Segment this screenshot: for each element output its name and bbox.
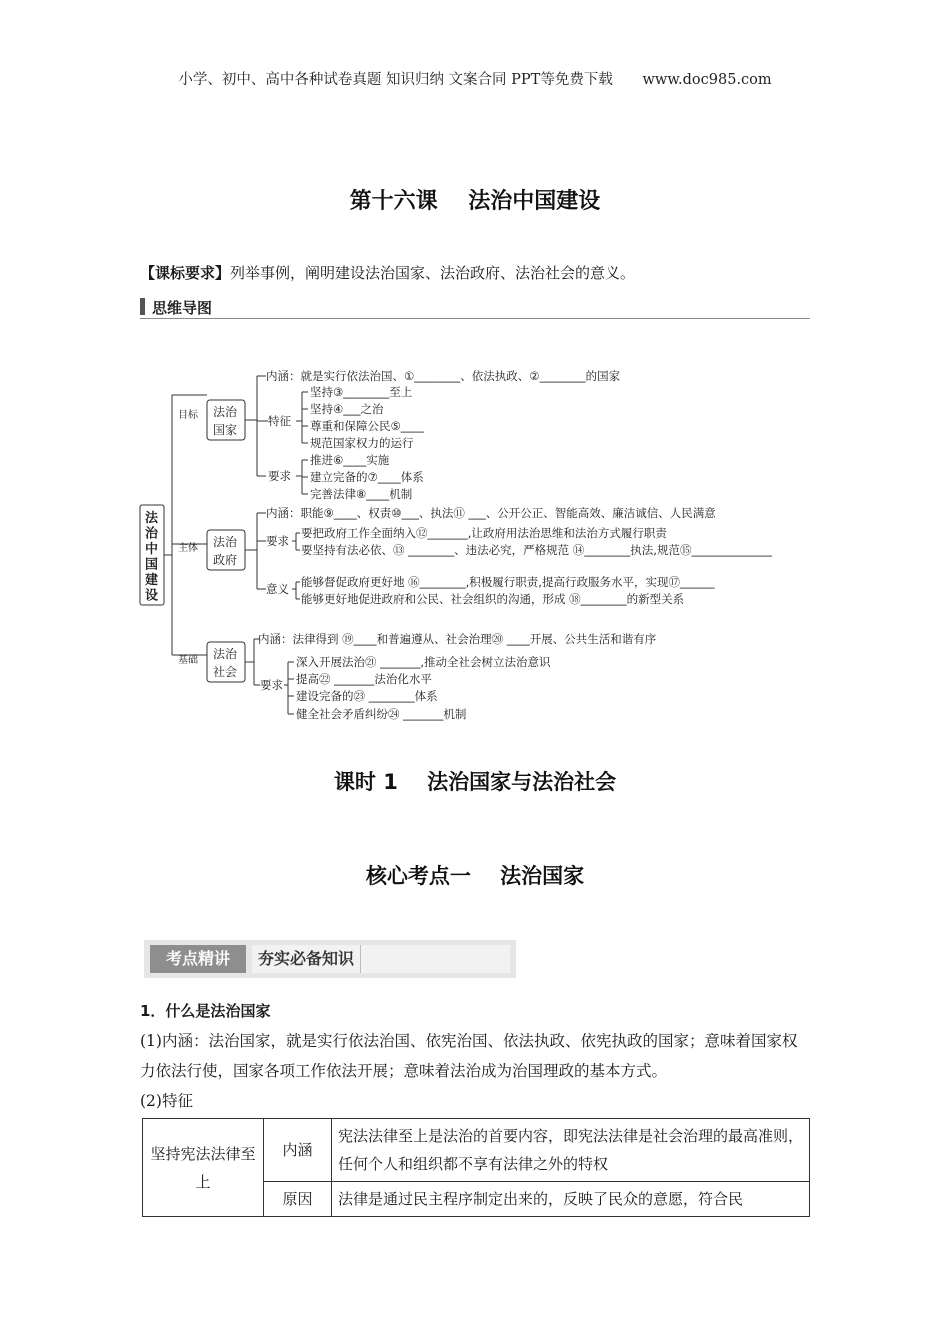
society-box-l1: 法治 [213,647,238,661]
label-goal: 目标 [178,410,198,421]
state-lines [245,376,268,476]
table-category: 坚持宪法法律至上 [143,1119,264,1217]
feature-table [142,1118,810,1217]
state-feature-brace [296,392,308,443]
state-require-label: 要求 [268,469,291,483]
state-feature-2: 坚持④___之治 [310,402,384,416]
section-heading: 1．什么是法治国家 [140,1002,271,1020]
root-char-2: 治 [145,526,159,542]
table-row-text: 宪法法律至上是法治的首要内容，即宪法法律是社会治理的最高准则，任何个人和组织都不享有法律之外的特权 [332,1119,810,1182]
header-url[interactable]: www.doc985.com [642,72,772,88]
gov-meaning-label: 意义 [266,582,289,596]
label-basis: 基础 [178,655,198,666]
state-require-1: 推进⑥____实施 [310,453,390,467]
society-require-4: 健全社会矛盾纠纷㉔ _______机制 [296,707,467,721]
root-char-6: 设 [145,588,159,604]
root-char-3: 中 [145,542,159,557]
gov-require-1: 要把政府工作全面纳入⑫_______,让政府用法治思维和法治方式履行职责 [301,526,667,540]
class-title: 课时 1 法治国家与法治社会 [333,770,617,794]
root-branches [164,395,207,655]
lesson-title: 第十六课 法治中国建设 [349,189,601,214]
gov-connotation: 内涵：职能⑨____、权责⑩___、执法⑪ ___、公开公正、智能高效、廉洁诚信、人民满意 [266,506,716,520]
society-connotation: 内涵：法律得到 ⑲____和普遍遵从、社会治理⑳ ____开展、公共生活和谐有序 [258,632,657,646]
table-row-text: 法律是通过民主程序制定出来的，反映了民众的意愿，符合民 [332,1182,810,1217]
state-feature-3: 尊重和保障公民⑤____ [310,419,424,433]
society-require-label: 要求 [260,678,283,692]
state-connotation: 内涵：就是实行依法治国、①________、依法执政、②________的国家 [266,369,621,383]
requirement-label: 【课标要求】 [140,264,231,282]
state-require-brace [296,460,308,494]
gov-require-label: 要求 [266,534,289,548]
gov-meaning-2: 能够更好地促进政府和公民、社会组织的沟通，形成 ⑱________的新型关系 [301,592,685,606]
gov-box-l2: 政府 [213,553,238,567]
section-paragraph-2: (2)特征 [140,1092,193,1110]
header-text: 小学、初中、高中各种试卷真题 知识归纳 文案合同 PPT等免费下载 [178,72,613,88]
table-row [143,1119,810,1182]
state-feature-1: 坚持③________至上 [310,385,413,399]
state-features-label: 特征 [268,414,291,428]
society-box-l2: 社会 [213,665,238,679]
society-require-1: 深入开展法治㉑ _______,推动全社会树立法治意识 [296,655,551,669]
state-box-l2: 国家 [213,423,238,437]
root-char-4: 国 [145,557,159,573]
root-char-5: 建 [145,573,159,588]
gov-require-2: 要坚持有法必依、⑬ ________、违法必究，严格规范 ⑭________执法,规范⑮______________ [301,543,772,557]
gov-require-brace [292,533,300,550]
mindmap-label: 思维导图 [152,299,213,317]
society-require-2: 提高㉒ _______法治化水平 [296,672,432,686]
gov-lines [245,513,266,589]
core-title: 核心考点一 法治国家 [365,864,585,888]
gov-box-l1: 法治 [213,535,238,549]
gov-meaning-1: 能够督促政府更好地 ⑯________,积极履行职责,提高行政服务水平，实现⑰______ [301,575,715,589]
kaodian-sub: 夯实必备知识 [258,945,361,973]
root-char-1: 法 [145,511,159,526]
state-require-3: 完善法律⑧____机制 [310,487,413,501]
kaodian-banner [144,940,516,978]
society-require-3: 建设完备的㉓ ________体系 [296,689,438,703]
state-require-2: 建立完备的⑦____体系 [310,470,424,484]
kaodian-label: 考点精讲 [150,945,246,973]
gov-meaning-brace [292,582,300,599]
section-paragraph-1: (1)内涵：法治国家，就是实行依法治国、依宪治国、依法执政、依宪执政的国家；意味着国家权力依法行使，国家各项工作依法开展；意味着法治成为治国理政的基本方式。 [140,1032,798,1080]
society-require-brace [284,662,294,714]
state-feature-4: 规范国家权力的运行 [310,436,414,450]
table-row-label: 原因 [264,1182,332,1217]
label-subject: 主体 [178,543,198,554]
table-row-label: 内涵 [264,1119,332,1182]
kaodian-sub-box [252,945,510,973]
state-box-l1: 法治 [213,405,238,419]
requirement-text: 列举事例，阐明建设法治国家、法治政府、法治社会的意义。 [230,264,636,282]
